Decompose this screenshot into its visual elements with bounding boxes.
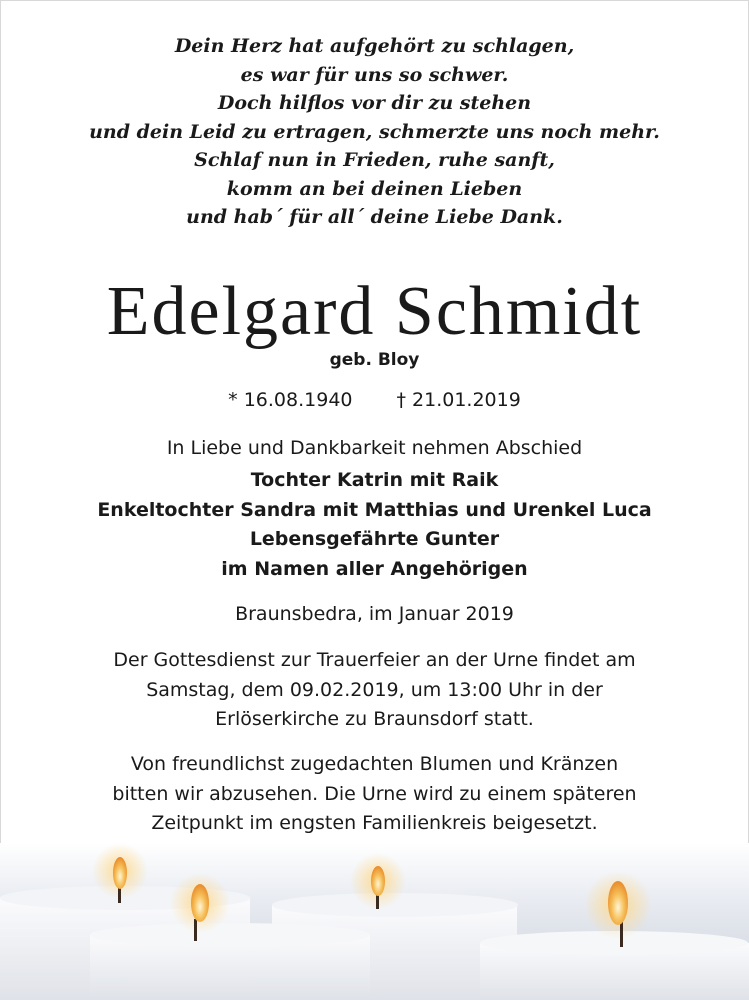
flowers-line: Von freundlichst zugedachten Blumen und Kränzen — [130, 753, 619, 775]
flowers-line: bitten wir abzusehen. Die Urne wird zu einem späteren — [112, 782, 637, 805]
mourner-entry: Tochter Katrin mit Raik — [250, 469, 499, 491]
mourner-entry: Lebensgefährte Gunter — [249, 528, 500, 550]
farewell-intro: In Liebe und Dankbarkeit nehmen Abschied — [166, 437, 583, 459]
mourner-entry: im Namen aller Angehörigen — [221, 557, 528, 580]
mourner-entry: Enkeltochter Sandra mit Matthias und Urenkel Luca — [97, 498, 652, 521]
poem-line: Schlaf nun in Frieden, ruhe sanft, — [194, 149, 555, 171]
service-line: Erlöserkirche zu Braunsdorf statt. — [215, 708, 534, 730]
place-date: Braunsbedra, im Januar 2019 — [235, 603, 514, 625]
poem-line: Doch hilflos vor dir zu stehen — [217, 92, 532, 114]
poem-line: und hab´ für all´ deine Liebe Dank. — [186, 206, 563, 228]
service-line: Samstag, dem 09.02.2019, um 13:00 Uhr in der — [146, 678, 603, 701]
birth-name: geb. Bloy — [329, 350, 420, 370]
birth-date: * 16.08.1940 — [228, 389, 353, 411]
poem — [0, 32, 749, 232]
flowers-line: Zeitpunkt im engsten Familienkreis beigesetzt. — [151, 812, 598, 834]
candles-picture — [0, 843, 749, 1000]
life-dates — [0, 386, 749, 414]
flowers-note — [0, 750, 749, 839]
deceased-name: Edelgard Schmidt — [106, 273, 643, 350]
mourners-list — [0, 466, 749, 584]
service-line: Der Gottesdienst zur Trauerfeier an der Urne findet am — [113, 649, 636, 671]
poem-line: es war für uns so schwer. — [240, 63, 509, 86]
death-date: † 21.01.2019 — [396, 389, 521, 411]
poem-line: komm an bei deinen Lieben — [226, 177, 523, 200]
poem-line: Dein Herz hat aufgehört zu schlagen, — [174, 35, 575, 57]
poem-line: und dein Leid zu ertragen, schmerzte uns noch mehr. — [89, 120, 660, 143]
service-info — [0, 646, 749, 735]
